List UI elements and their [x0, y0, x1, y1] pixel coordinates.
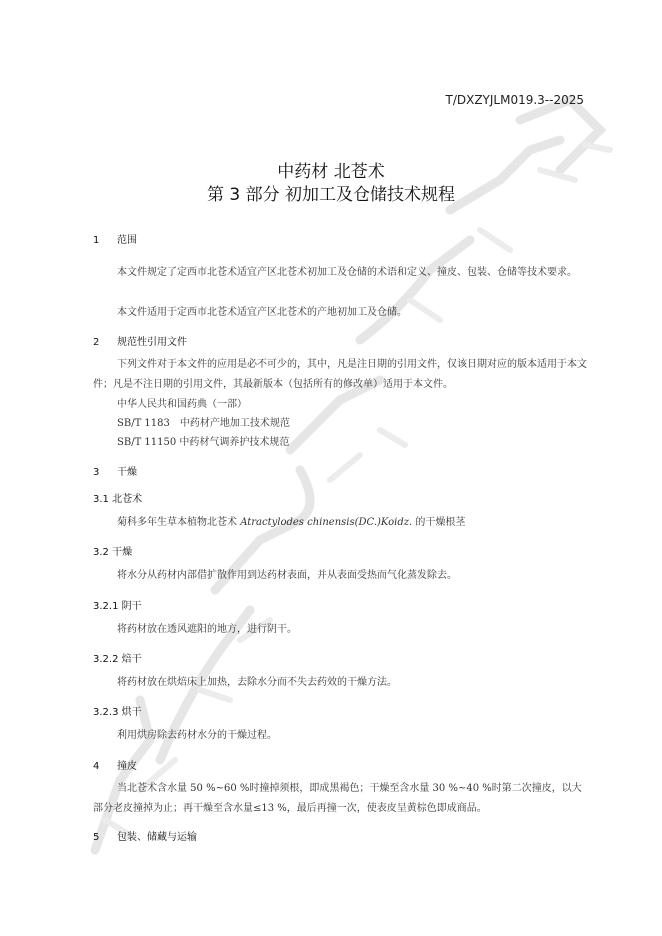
section-4-heading	[93, 757, 137, 772]
subsection-3-2-3-heading: 3.2.3 烘干	[93, 707, 142, 718]
baking-paragraph: 将药材放在烘焙床上加热，去除水分而不失去药效的干燥方法。	[117, 677, 397, 688]
latin-name: Atractylodes chinensis(DC.)Koidz.	[240, 517, 413, 528]
subsection-3-2-2-heading: 3.2.2 焙干	[93, 654, 142, 665]
reference-item: SB/T 1183 中药材产地加工技术规范	[117, 418, 290, 429]
references-intro: 下列文件对于本文件的应用是必不可少的，其中，凡是注日期的引用文件，仅该日期对应的版本适用于本文件；凡是不注日期的引用文件，其最新版本（包括所有的修改单）适用于本文件。	[93, 359, 587, 390]
section-5-heading	[93, 828, 197, 843]
section-title: 范围	[117, 235, 137, 246]
subsection-3-2-heading: 3.2 干燥	[93, 547, 133, 558]
section-title: 干燥	[117, 467, 137, 478]
subsection-3-1-heading: 3.1 北苍术	[93, 494, 143, 505]
section-number: 4	[93, 761, 100, 772]
section-number: 3	[93, 467, 100, 478]
section-1-heading	[93, 231, 137, 246]
reference-item: 中华人民共和国药典（一部）	[117, 399, 247, 410]
section-3-heading	[93, 463, 137, 478]
title-line-2: 第 3 部分 初加工及仓储技术规程	[206, 185, 456, 205]
section-title: 撞皮	[117, 761, 137, 772]
reference-item: SB/T 11150 中药材气调养护技术规范	[117, 437, 290, 448]
document-id: T/DXZYJLM019.3--2025	[445, 93, 584, 107]
section-number: 2	[93, 337, 100, 348]
definition-paragraph	[117, 513, 465, 533]
definition-text: 菊科多年生草本植物北苍术	[117, 517, 241, 528]
definition-text: 的干燥根茎	[412, 517, 466, 528]
subsection-3-2-1-heading: 3.2.1 阴干	[93, 601, 142, 612]
scope-paragraph-2: 本文件适用于定西市北苍术适宜产区北苍术的产地初加工及仓储。	[117, 307, 407, 318]
section-2-heading	[93, 333, 187, 348]
section-number: 1	[93, 235, 100, 246]
section-title: 包装、储藏与运输	[117, 832, 197, 843]
drying-paragraph: 将水分从药材内部借扩散作用到达药材表面，并从表面受热而气化蒸发除去。	[117, 570, 457, 581]
oven-drying-paragraph: 利用烘房除去药材水分的干燥过程。	[117, 730, 277, 741]
scope-paragraph-1: 本文件规定了定西市北苍术适宜产区北苍术初加工及仓储的术语和定义、撞皮、包装、仓储等技术要求。	[117, 267, 577, 278]
section-title: 规范性引用文件	[117, 337, 187, 348]
shade-drying-paragraph: 将药材放在透风遮阳的地方，进行阴干。	[117, 624, 297, 635]
peeling-paragraph: 当北苍术含水量 50 %~60 %时撞掉须根，即成黑褐色；干燥至含水量 30 %~40 %时第二次撞皮，以大部分老皮撞掉为止；再干燥至含水量≤13 %，最后再撞一次，使表皮呈黄棕色即成商品。	[93, 783, 582, 814]
title-line-1: 中药材 北苍术	[277, 162, 385, 182]
section-number: 5	[93, 832, 100, 843]
